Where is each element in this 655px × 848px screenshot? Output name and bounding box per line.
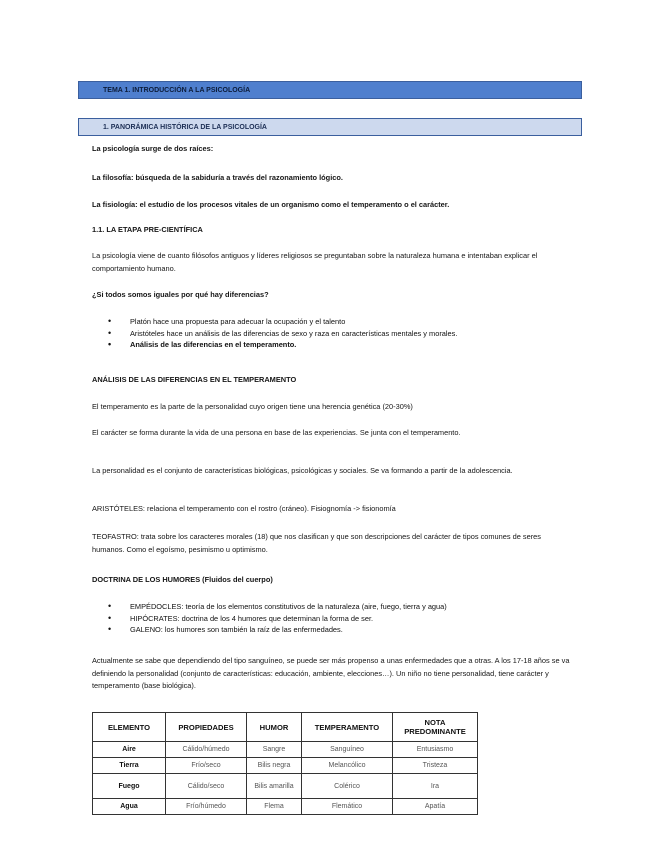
para-aristoteles: ARISTÓTELES: relaciona el temperamento con el rostro (cráneo). Fisiognomía -> fisionomía [92,504,396,513]
table-cell: Apatía [393,799,478,815]
subheading-precientifica: 1.1. LA ETAPA PRE-CIENTÍFICA [92,225,203,234]
table-cell: Flemático [302,799,393,815]
table-cell: Colérico [302,774,393,799]
para-filosofia: La filosofía: búsqueda de la sabiduría a través del razonamiento lógico. [92,173,343,182]
list-item: • EMPÉDOCLES: teoría de los elementos constitutivos de la naturaleza (aire, fuego, tierra y agua) [108,601,568,613]
para-teofastro: TEOFASTRO: trata sobre los caracteres morales (18) que nos clasifican y que son descripciones del carácter de tipos comunes de seres humanos. Como el egoísmo, pesimismo u optimismo. [92,532,541,554]
para-precientifica: La psicología viene de cuanto filósofos antiguos y líderes religiosos se preguntaban sobre la naturaleza humana e intentaban explicar el comportamiento humano. [92,251,538,273]
table-row [93,742,478,758]
para-caracter: El carácter se forma durante la vida de una persona en base de las experiencias. Se junta con el temperamento. [92,428,461,437]
list-item: • GALENO: los humores son también la raíz de las enfermedades. [108,624,568,636]
para-temperamento: El temperamento es la parte de la personalidad cuyo origen tiene una herencia genética (20-30%) [92,402,413,411]
heading-analisis: ANÁLISIS DE LAS DIFERENCIAS EN EL TEMPERAMENTO [92,375,297,384]
para-pregunta: ¿Si todos somos iguales por qué hay diferencias? [92,290,269,299]
table-cell: Bilis amarilla [247,774,302,799]
list-item: • Análisis de las diferencias en el temperamento. [108,339,568,351]
table-row [93,774,478,799]
table-cell: Sanguíneo [302,742,393,758]
table-row [93,799,478,815]
para-fisiologia: La fisiología: el estudio de los procesos vitales de un organismo como el temperamento o el carácter. [92,200,450,209]
table-cell: Sangre [247,742,302,758]
table-cell: Tierra [93,758,166,774]
section-heading: 1. PANORÁMICA HISTÓRICA DE LA PSICOLOGÍA [78,118,582,136]
table-cell: Aire [93,742,166,758]
table-cell: Bilis negra [247,758,302,774]
heading-humores: DOCTRINA DE LOS HUMORES (Fluidos del cuerpo) [92,575,273,584]
para-raices: La psicología surge de dos raíces: [92,144,214,153]
table-cell: Flema [247,799,302,815]
table-header-row [93,713,478,742]
table-header: ELEMENTO [93,713,166,742]
table-cell: Tristeza [393,758,478,774]
para-personalidad: La personalidad es el conjunto de características biológicas, psicológicas y sociales. Se va formando a partir de la adolescencia. [92,466,513,475]
bullet-list-diferencias [108,316,568,351]
table-cell: Cálido/seco [166,774,247,799]
table-header: PROPIEDADES [166,713,247,742]
table-row [93,758,478,774]
table-cell: Agua [93,799,166,815]
list-item: • HIPÓCRATES: doctrina de los 4 humores que determinan la forma de ser. [108,613,568,625]
table-cell: Fuego [93,774,166,799]
table-cell: Frío/seco [166,758,247,774]
table-header: NOTA PREDOMINANTE [393,713,478,742]
humores-table [92,712,478,815]
list-item: • Aristóteles hace un análisis de las diferencias de sexo y raza en características mentales y morales. [108,328,568,340]
table-header: HUMOR [247,713,302,742]
table-cell: Frío/húmedo [166,799,247,815]
tema-heading: TEMA 1. INTRODUCCIÓN A LA PSICOLOGÍA [78,81,582,99]
table-cell: Entusiasmo [393,742,478,758]
list-item: • Platón hace una propuesta para adecuar la ocupación y el talento [108,316,568,328]
bullet-list-humores [108,601,568,636]
table-cell: Ira [393,774,478,799]
para-actualmente: Actualmente se sabe que dependiendo del tipo sanguíneo, se puede ser más propenso a unas enfermedades que a otras. A los 17-18 años se va definiendo la personalidad (conjunto de características: educación, ambiente, elecciones…). Un niño no tiene personalidad, tiene carácter y temperamento (base biológica). [92,656,570,690]
table-header: TEMPERAMENTO [302,713,393,742]
table-cell: Cálido/húmedo [166,742,247,758]
table-cell: Melancólico [302,758,393,774]
